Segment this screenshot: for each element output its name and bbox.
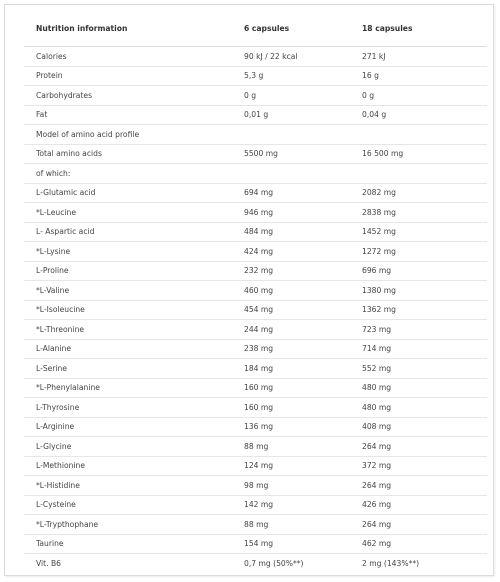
eighteen-capsules-cell: 264 mg [350, 437, 487, 457]
table-row [24, 320, 487, 340]
eighteen-capsules-cell [350, 125, 487, 145]
nutrient-cell: *L-Trypthophane [24, 515, 232, 535]
nutrient-cell: Model of amino acid profile [24, 125, 232, 145]
nutrient-cell: Total amino acids [24, 144, 232, 164]
nutrient-cell: Protein [24, 66, 232, 86]
eighteen-capsules-cell: 408 mg [350, 417, 487, 437]
six-capsules-cell: 424 mg [232, 242, 350, 262]
table-row [24, 398, 487, 418]
table-row [24, 261, 487, 281]
nutrient-cell: of which: [24, 164, 232, 184]
six-capsules-cell: 454 mg [232, 300, 350, 320]
nutrient-cell: *L-Threonine [24, 320, 232, 340]
nutrition-table [24, 11, 487, 573]
six-capsules-cell: 460 mg [232, 281, 350, 301]
eighteen-capsules-cell [350, 164, 487, 184]
six-capsules-cell: 160 mg [232, 378, 350, 398]
table-row [24, 105, 487, 125]
eighteen-capsules-cell: 714 mg [350, 339, 487, 359]
nutrient-cell: L- Aspartic acid [24, 222, 232, 242]
six-capsules-cell: 5,3 g [232, 66, 350, 86]
nutrient-cell: L-Serine [24, 359, 232, 379]
nutrient-cell: *L-Isoleucine [24, 300, 232, 320]
eighteen-capsules-cell: 2 mg (143%**) [362, 558, 420, 568]
table-row [24, 515, 487, 535]
nutrient-cell: Carbohydrates [24, 86, 232, 106]
eighteen-capsules-cell: 1452 mg [350, 222, 487, 242]
table-row [24, 183, 487, 203]
table-row [24, 66, 487, 86]
table-row [24, 456, 487, 476]
table-row [24, 554, 487, 573]
six-capsules-cell: 5500 mg [232, 144, 350, 164]
nutrient-cell: L-Arginine [24, 417, 232, 437]
eighteen-capsules-cell: 1380 mg [350, 281, 487, 301]
table-row [24, 125, 487, 145]
header-nutrient: Nutrition information [24, 11, 232, 47]
eighteen-capsules-cell: 1272 mg [350, 242, 487, 262]
table-row [24, 339, 487, 359]
six-capsules-cell [232, 164, 350, 184]
six-capsules-cell: 98 mg [232, 476, 350, 496]
six-capsules-cell: 124 mg [232, 456, 350, 476]
table-row [24, 495, 487, 515]
six-capsules-cell: 238 mg [232, 339, 350, 359]
header-6-capsules: 6 capsules [232, 11, 350, 47]
nutrient-cell: Fat [24, 105, 232, 125]
six-capsules-cell: 90 kJ / 22 kcal [232, 47, 350, 67]
nutrient-cell: *L-Lysine [24, 242, 232, 262]
six-capsules-cell: 946 mg [232, 203, 350, 223]
nutrition-panel [4, 4, 494, 576]
six-capsules-cell: 694 mg [232, 183, 350, 203]
eighteen-capsules-cell: 0,04 g [350, 105, 487, 125]
eighteen-capsules-cell: 0 g [350, 86, 487, 106]
table-row [24, 534, 487, 554]
six-capsules-cell: 0 g [232, 86, 350, 106]
table-row [24, 281, 487, 301]
six-capsules-cell: 88 mg [232, 515, 350, 535]
table-row [24, 164, 487, 184]
eighteen-capsules-cell: 480 mg [350, 398, 487, 418]
eighteen-capsules-cell: 372 mg [350, 456, 487, 476]
six-capsules-cell: 484 mg [232, 222, 350, 242]
table-row [24, 476, 487, 496]
eighteen-capsules-cell: 426 mg [350, 495, 487, 515]
table-row [24, 359, 487, 379]
eighteen-capsules-cell: 16 500 mg [350, 144, 487, 164]
nutrient-cell: *L-Valine [24, 281, 232, 301]
header-18-capsules: 18 capsules [350, 11, 487, 47]
nutrient-cell: L-Alanine [24, 339, 232, 359]
six-capsules-cell: 184 mg [232, 359, 350, 379]
table-row [24, 417, 487, 437]
six-capsules-cell: 0,7 mg (50%**) [244, 558, 304, 568]
table-row [24, 378, 487, 398]
six-capsules-cell: 154 mg [232, 534, 350, 554]
six-capsules-cell: 160 mg [232, 398, 350, 418]
table-row [24, 86, 487, 106]
eighteen-capsules-cell: 696 mg [350, 261, 487, 281]
eighteen-capsules-cell: 271 kJ [350, 47, 487, 67]
nutrient-cell: *L-Leucine [24, 203, 232, 223]
table-row [24, 47, 487, 67]
table-row [24, 222, 487, 242]
six-capsules-cell: 0,01 g [232, 105, 350, 125]
eighteen-capsules-cell: 16 g [350, 66, 487, 86]
six-capsules-cell: 142 mg [232, 495, 350, 515]
eighteen-capsules-cell: 723 mg [350, 320, 487, 340]
table-row [24, 437, 487, 457]
eighteen-capsules-cell: 462 mg [350, 534, 487, 554]
eighteen-capsules-cell: 2082 mg [350, 183, 487, 203]
nutrient-cell: L-Glutamic acid [24, 183, 232, 203]
nutrient-cell: *L-Histidine [24, 476, 232, 496]
six-capsules-cell: 244 mg [232, 320, 350, 340]
eighteen-capsules-cell: 552 mg [350, 359, 487, 379]
eighteen-capsules-cell: 2838 mg [350, 203, 487, 223]
nutrient-cell: *L-Phenylalanine [24, 378, 232, 398]
nutrient-cell: L-Glycine [24, 437, 232, 457]
table-row [24, 203, 487, 223]
nutrient-cell: L-Thyrosine [24, 398, 232, 418]
nutrient-cell: Calories [24, 47, 232, 67]
six-capsules-cell [232, 125, 350, 145]
table-row [24, 242, 487, 262]
nutrient-cell: L-Methionine [24, 456, 232, 476]
nutrient-cell: L-Proline [24, 261, 232, 281]
eighteen-capsules-cell: 480 mg [350, 378, 487, 398]
eighteen-capsules-cell: 1362 mg [350, 300, 487, 320]
nutrient-cell: L-Cysteine [24, 495, 232, 515]
eighteen-capsules-cell: 264 mg [350, 515, 487, 535]
table-row [24, 144, 487, 164]
six-capsules-cell: 136 mg [232, 417, 350, 437]
table-header-row [24, 11, 487, 47]
table-row [24, 300, 487, 320]
six-capsules-cell: 88 mg [232, 437, 350, 457]
six-capsules-cell: 232 mg [232, 261, 350, 281]
nutrient-cell: Vit. B6 [36, 558, 61, 568]
nutrient-cell: Taurine [24, 534, 232, 554]
eighteen-capsules-cell: 264 mg [350, 476, 487, 496]
